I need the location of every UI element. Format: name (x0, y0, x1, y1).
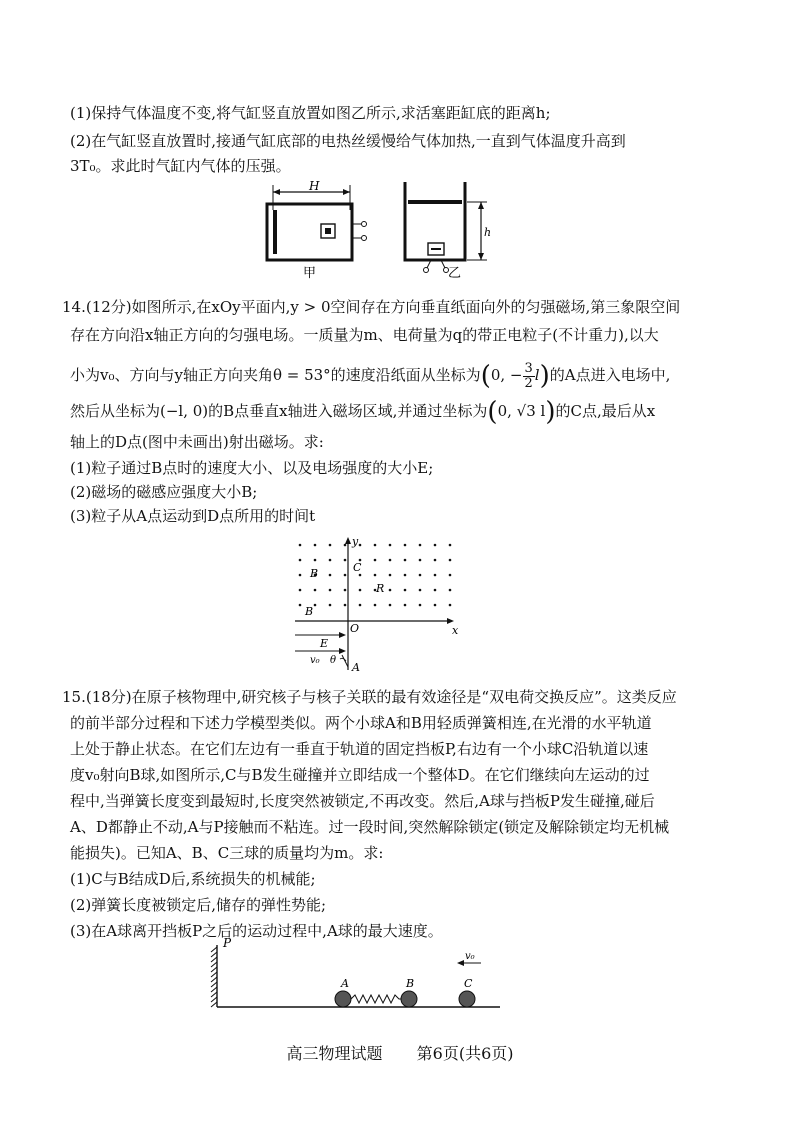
field-dot (344, 604, 347, 607)
ball-A (335, 991, 351, 1007)
field-dot (299, 574, 302, 577)
arrow-up-icon (478, 202, 484, 209)
arrow-right-icon (343, 189, 350, 195)
label-jia: 甲 (303, 266, 317, 281)
fraction: $\frac{3}{2}$ (524, 360, 533, 391)
field-dot (404, 574, 407, 577)
hatch-line (211, 947, 217, 952)
magnetic-field-dots (299, 544, 452, 607)
terminal-icon (362, 236, 367, 241)
q14-part3: (3)粒子从A点运动到D点所用的时间t (70, 507, 316, 525)
field-dot (434, 589, 437, 592)
field-dot (389, 559, 392, 562)
q15-line6: A、D都静止不动,A与P接触而不粘连。过一段时间,突然解除锁定(锁定及解除锁定均无机械 (70, 818, 670, 836)
field-dot (434, 574, 437, 577)
field-dot (344, 544, 347, 547)
label-P: P (223, 936, 232, 950)
label-v0: v₀ (310, 655, 320, 666)
label-x: x (452, 624, 459, 637)
field-dot (389, 574, 392, 577)
field-dot (404, 559, 407, 562)
terminal-icon (362, 222, 367, 227)
hatch-line (211, 972, 217, 977)
field-dot (344, 559, 347, 562)
label-R: R (376, 582, 385, 595)
field-dot (419, 544, 422, 547)
hatch-line (211, 952, 217, 957)
label-v0: v₀ (465, 951, 475, 962)
hatch-line (211, 987, 217, 992)
ball-B (401, 991, 417, 1007)
q15-figure (205, 935, 505, 1015)
field-dot (359, 544, 362, 547)
field-dot (299, 544, 302, 547)
q14-line1: 14.(12分)如图所示,在xOy平面内,y > 0空间存在方向垂直纸面向外的匀强磁场,第三象限空间 (62, 298, 681, 316)
piston-yi (408, 200, 462, 204)
field-dot (404, 544, 407, 547)
field-dot (329, 544, 332, 547)
field-dot (434, 544, 437, 547)
q14-line4: 然后从坐标为(−l, 0)的B点垂直x轴进入磁场区域,并通过坐标为(0, √3 l)的C点,最后从x (70, 397, 656, 427)
field-dot (344, 574, 347, 577)
label-A: A (352, 661, 360, 674)
label-E: E (320, 637, 329, 650)
field-dot (449, 544, 452, 547)
arrow-left-icon (273, 189, 280, 195)
field-dot (314, 544, 317, 547)
field-dot (434, 604, 437, 607)
arrow-down-icon (478, 253, 484, 260)
q15-line5: 程中,当弹簧长度变到最短时,长度突然被锁定,不再改变。然后,A球与挡板P发生碰撞,碰后 (70, 792, 655, 810)
arrow-right-icon (339, 648, 346, 654)
q14-part2: (2)磁场的磁感应强度大小B; (70, 483, 258, 501)
field-dot (389, 604, 392, 607)
wall-hatch (211, 947, 217, 1007)
field-dot (419, 604, 422, 607)
field-dot (449, 589, 452, 592)
heater-core-jia (325, 228, 331, 234)
page-footer (0, 1041, 800, 1064)
label-yi: 乙 (448, 266, 462, 281)
hatch-line (211, 977, 217, 982)
field-dot (299, 559, 302, 562)
field-dot (374, 604, 377, 607)
field-dot (359, 604, 362, 607)
hatch-line (211, 962, 217, 967)
q14-line3: 小为v₀、方向与y轴正方向夹角θ = 53°的速度沿纸面从坐标为(0, − $\frac{3}{2}$ l)的A点进入电场中, (70, 360, 671, 391)
field-dot (314, 589, 317, 592)
ball-C (459, 991, 475, 1007)
label-B-field: B (310, 567, 319, 580)
q15-line7: 能损失)。已知A、B、C三球的质量均为m。求: (70, 844, 384, 862)
field-dot (449, 604, 452, 607)
hatch-line (211, 957, 217, 962)
field-dot (359, 574, 362, 577)
label-H: H (309, 179, 320, 193)
hatch-line (211, 997, 217, 1002)
q14-part1: (1)粒子通过B点时的速度大小、以及电场强度的大小E; (70, 459, 434, 477)
label-C: C (353, 561, 362, 574)
q13-part1: (1)保持气体温度不变,将气缸竖直放置如图乙所示,求活塞距缸底的距离h; (70, 104, 551, 122)
field-dot (434, 559, 437, 562)
hatch-line (211, 967, 217, 972)
arrow-up-icon (345, 537, 351, 544)
footer-page-number: 第6页(共6页) (416, 1044, 514, 1063)
field-dot (374, 559, 377, 562)
label-O: O (350, 622, 360, 635)
field-dot (314, 559, 317, 562)
q15-part3: (3)在A球离开挡板P之后的运动过程中,A球的最大速度。 (70, 922, 443, 940)
field-dot (314, 604, 317, 607)
field-dot (329, 559, 332, 562)
field-dot (404, 589, 407, 592)
field-dot (389, 544, 392, 547)
q13-part2-line2: 3T₀。求此时气缸内气体的压强。 (70, 157, 291, 175)
hatch-line (211, 992, 217, 997)
field-dot (419, 559, 422, 562)
piston-jia (273, 210, 277, 254)
label-B-point: B (305, 605, 314, 618)
field-dot (419, 574, 422, 577)
q13-part2-line1: (2)在气缸竖直放置时,接通气缸底部的电热丝缓慢给气体加热,一直到气体温度升高到 (70, 132, 626, 150)
q15-part2: (2)弹簧长度被锁定后,储存的弹性势能; (70, 896, 327, 914)
arrow-right-icon (339, 632, 346, 638)
label-h: h (484, 226, 492, 239)
q15-line4: 度v₀射向B球,如图所示,C与B发生碰撞并立即结成一个整体D。在它们继续向左运动的过 (70, 766, 650, 784)
field-dot (299, 589, 302, 592)
q15-line3: 上处于静止状态。在它们左边有一垂直于轨道的固定挡板P,右边有一个小球C沿轨道以速 (70, 740, 649, 758)
q13-figure (255, 180, 505, 280)
hatch-line (211, 982, 217, 987)
q14-line2: 存在方向沿x轴正方向的匀强电场。一质量为m、电荷量为q的带正电粒子(不计重力),以大 (70, 326, 659, 344)
q15-line2: 的前半部分过程和下述力学模型类似。两个小球A和B用轻质弹簧相连,在光滑的水平轨道 (70, 714, 652, 732)
field-dot (374, 544, 377, 547)
q14-line5: 轴上的D点(图中未画出)射出磁场。求: (70, 433, 324, 451)
field-dot (404, 604, 407, 607)
field-dot (344, 589, 347, 592)
hatch-line (211, 1002, 217, 1007)
field-dot (329, 574, 332, 577)
field-dot (299, 604, 302, 607)
field-dot (449, 559, 452, 562)
footer-subject: 高三物理试题 (286, 1044, 383, 1063)
q15-part1: (1)C与B结成D后,系统损失的机械能; (70, 870, 316, 888)
terminal-icon (424, 268, 429, 273)
field-dot (359, 589, 362, 592)
q14-figure (290, 535, 470, 674)
field-dot (329, 589, 332, 592)
q15-line1: 15.(18分)在原子核物理中,研究核子与核子关联的最有效途径是“双电荷交换反应”。这类反应 (62, 688, 677, 706)
label-C: C (464, 977, 473, 990)
label-B: B (406, 977, 415, 990)
field-dot (389, 589, 392, 592)
field-dot (374, 574, 377, 577)
spring (351, 995, 401, 1003)
field-dot (419, 589, 422, 592)
cylinder-jia (267, 204, 352, 260)
label-theta: θ (330, 655, 337, 666)
field-dot (449, 574, 452, 577)
label-A: A (341, 977, 349, 990)
arrow-left-icon (457, 960, 464, 966)
field-dot (329, 604, 332, 607)
label-y: y (352, 535, 359, 548)
